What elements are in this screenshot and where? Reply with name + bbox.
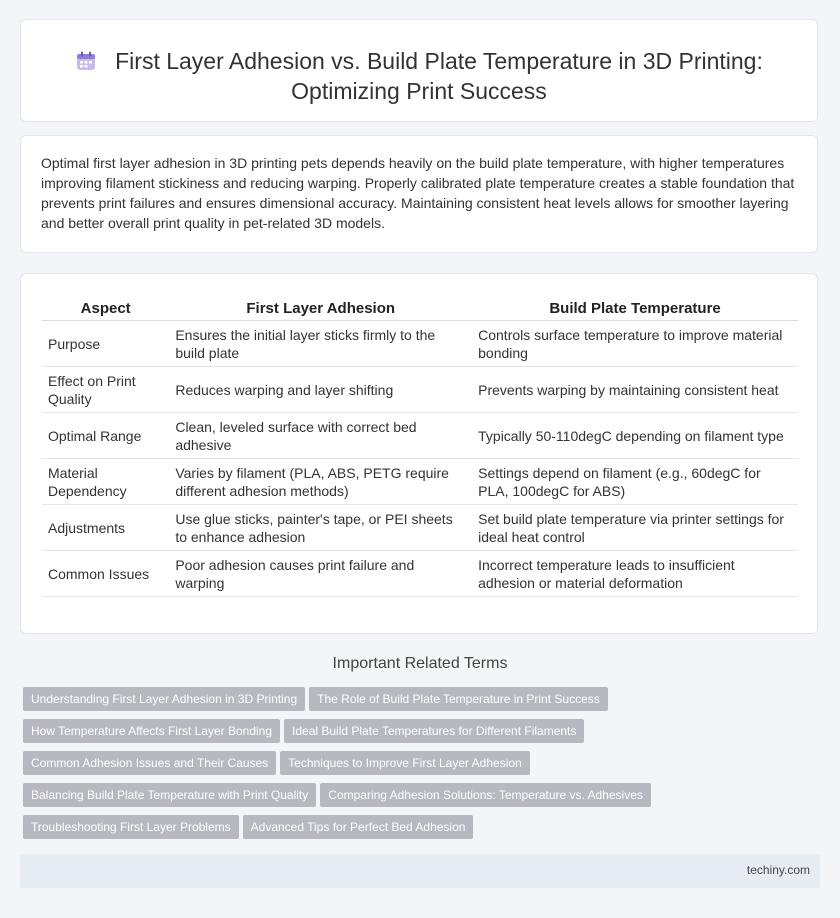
table-row [42,459,798,505]
related-term-tag[interactable]: Advanced Tips for Perfect Bed Adhesion [243,815,474,839]
related-term-tag[interactable]: Balancing Build Plate Temperature with Print Quality [23,783,316,807]
intro-paragraph: Optimal first layer adhesion in 3D printing pets depends heavily on the build plate temperature, with higher temperatures improving filament stickiness and reducing warping. Properly calibrated plate temperature creates a stable foundation that prevents print failures and ensures dimensional accuracy. Maintaining consistent heat levels allows for smoother layering and better overall print quality in pet-related 3D models. [41,155,795,231]
cell-build-plate-temperature: Set build plate temperature via printer settings for ideal heat control [472,505,798,551]
cell-first-layer-adhesion: Poor adhesion causes print failure and warping [169,551,472,597]
related-term-tag[interactable]: Understanding First Layer Adhesion in 3D Printing [23,687,305,711]
tag-row [23,815,823,839]
cell-first-layer-adhesion: Reduces warping and layer shifting [169,367,472,413]
footer [20,854,820,888]
cell-aspect: Purpose [42,321,169,367]
comparison-card [20,273,818,634]
cell-aspect: Common Issues [42,551,169,597]
cell-aspect: Effect on Print Quality [42,367,169,413]
cell-build-plate-temperature: Controls surface temperature to improve material bonding [472,321,798,367]
page-title [21,46,817,106]
table-row [42,551,798,597]
related-term-tag[interactable]: How Temperature Affects First Layer Bonding [23,719,280,743]
cell-build-plate-temperature: Incorrect temperature leads to insufficient adhesion or material deformation [472,551,798,597]
title-card [20,19,818,122]
table-row [42,505,798,551]
cell-build-plate-temperature: Settings depend on filament (e.g., 60degC for PLA, 100degC for ABS) [472,459,798,505]
tag-row [23,783,823,807]
tag-row [23,687,823,711]
comparison-table [42,294,798,597]
related-term-tag[interactable]: Ideal Build Plate Temperatures for Different Filaments [284,719,584,743]
related-term-tag[interactable]: Comparing Adhesion Solutions: Temperature vs. Adhesives [320,783,651,807]
calendar-icon [75,50,97,72]
related-terms-list [23,687,823,847]
cell-build-plate-temperature: Prevents warping by maintaining consistent heat [472,367,798,413]
tag-row [23,751,823,775]
table-row [42,413,798,459]
table-row [42,321,798,367]
header-build-plate-temperature: Build Plate Temperature [472,294,798,321]
cell-aspect: Optimal Range [42,413,169,459]
intro-card [20,135,818,253]
related-term-tag[interactable]: The Role of Build Plate Temperature in Print Success [309,687,608,711]
table-row [42,367,798,413]
related-term-tag[interactable]: Troubleshooting First Layer Problems [23,815,239,839]
cell-aspect: Adjustments [42,505,169,551]
footer-site-link[interactable]: techiny.com [746,863,810,877]
table-header-row [42,294,798,321]
header-first-layer-adhesion: First Layer Adhesion [169,294,472,321]
cell-first-layer-adhesion: Clean, leveled surface with correct bed adhesive [169,413,472,459]
related-term-tag[interactable]: Techniques to Improve First Layer Adhesion [280,751,529,775]
title-line-1: First Layer Adhesion vs. Build Plate Temperature in 3D Printing: [115,48,763,74]
title-line-2: Optimizing Print Success [291,78,547,104]
cell-aspect: Material Dependency [42,459,169,505]
header-aspect: Aspect [42,294,169,321]
related-terms-heading: Important Related Terms [332,655,508,672]
cell-first-layer-adhesion: Ensures the initial layer sticks firmly to the build plate [169,321,472,367]
related-term-tag[interactable]: Common Adhesion Issues and Their Causes [23,751,276,775]
tag-row [23,719,823,743]
cell-first-layer-adhesion: Use glue sticks, painter's tape, or PEI sheets to enhance adhesion [169,505,472,551]
cell-first-layer-adhesion: Varies by filament (PLA, ABS, PETG require different adhesion methods) [169,459,472,505]
cell-build-plate-temperature: Typically 50-110degC depending on filament type [472,413,798,459]
